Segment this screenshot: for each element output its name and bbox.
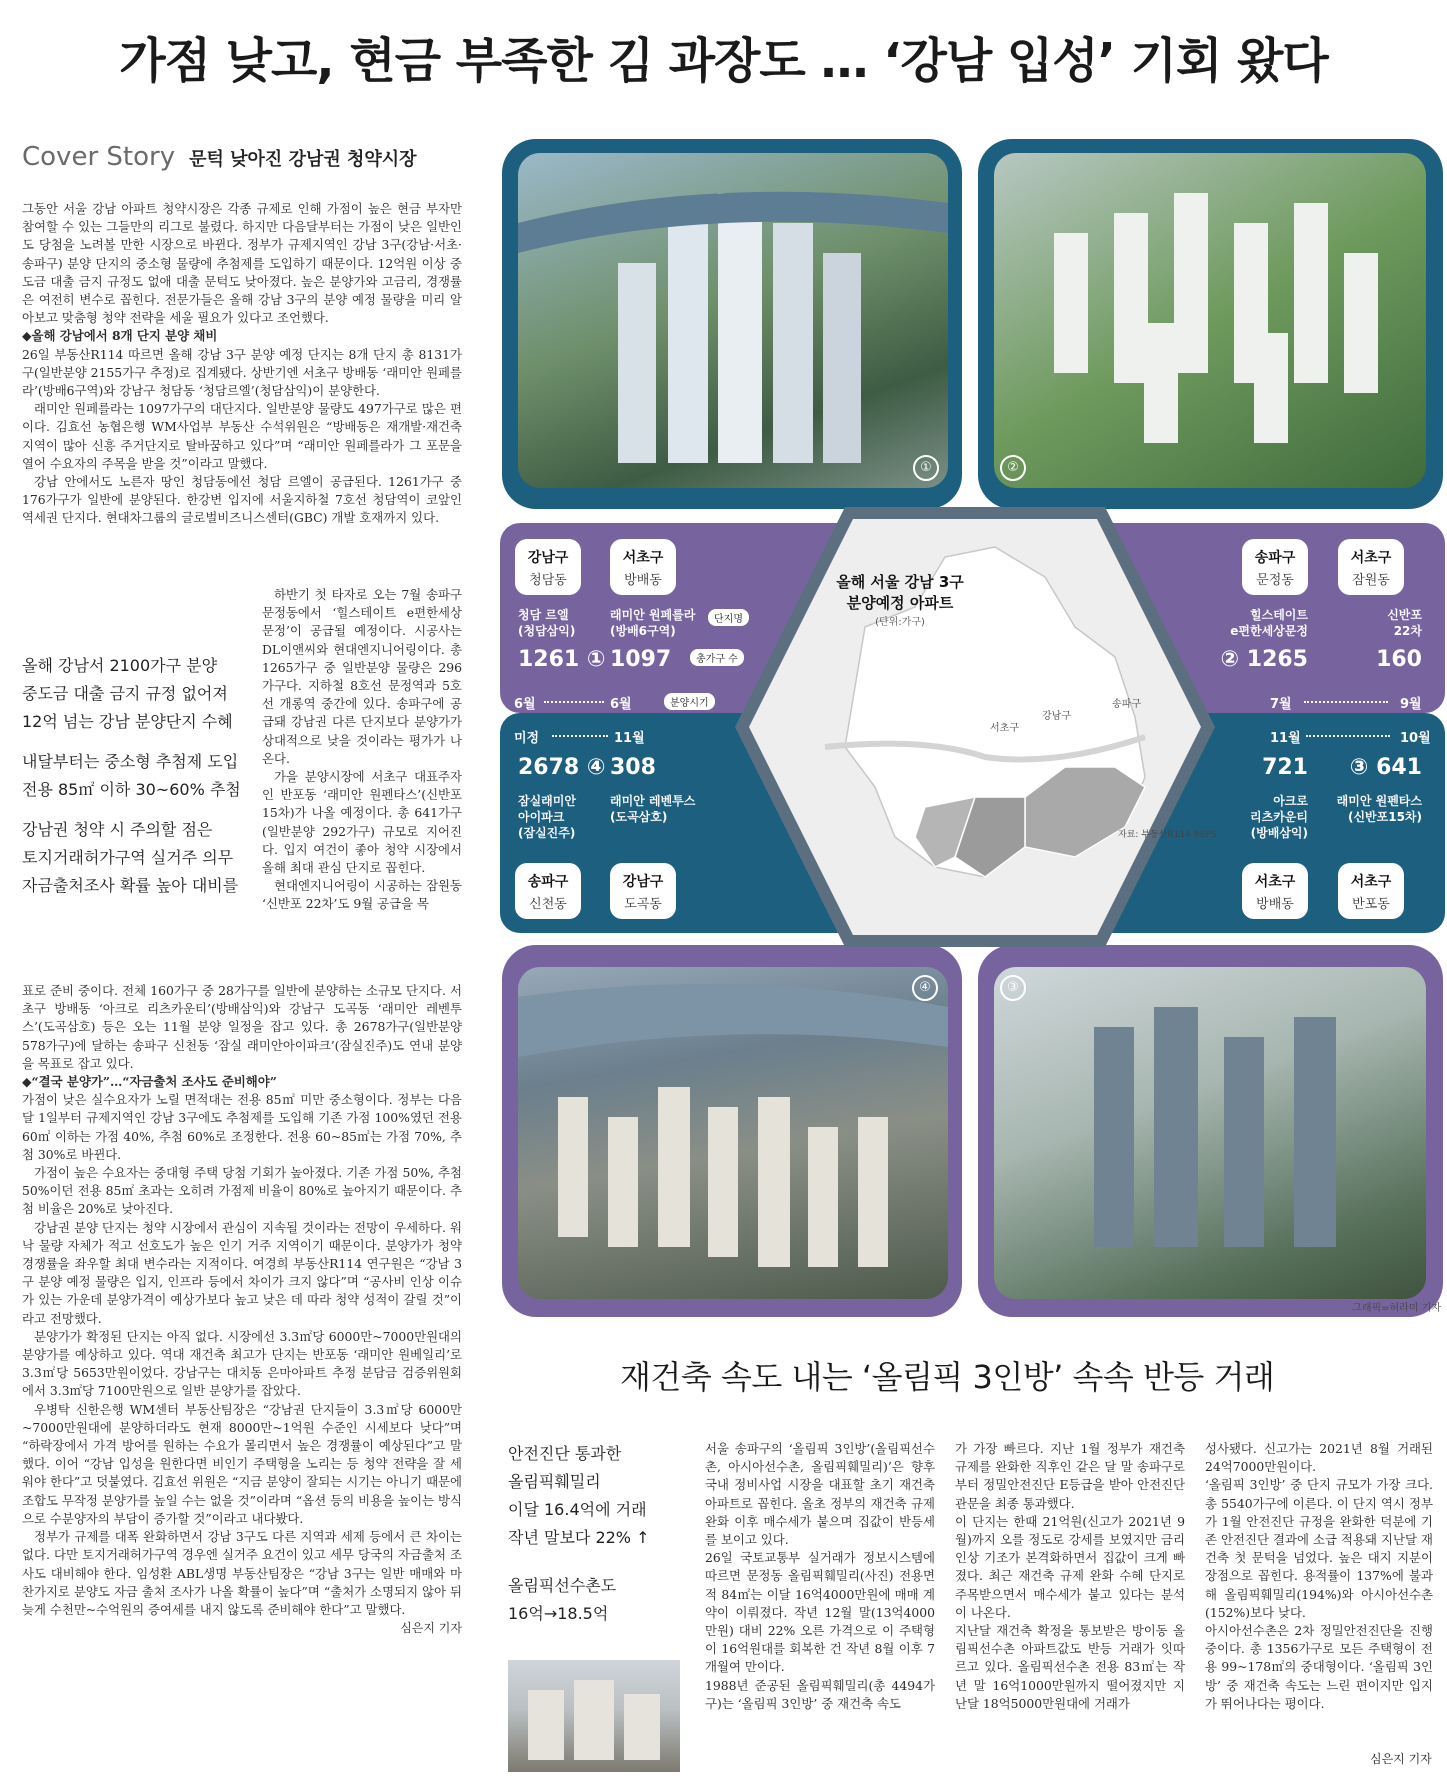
month-label: 11월	[614, 731, 645, 746]
photo-2	[994, 153, 1426, 488]
unit-count: ② 1265	[1220, 647, 1308, 672]
headline: 가점 낮고, 현금 부족한 김 과장도 … ‘강남 입성’ 기회 왔다	[119, 33, 1328, 89]
byline: 심은지 기자	[1370, 1752, 1432, 1766]
legend-name: 단지명	[708, 609, 749, 626]
paragraph: 강남 안에서도 노른자 땅인 청담동에선 청담 르엘이 공급된다. 1261가구 중 176가구가 일반에 분양된다. 한강변 입지에 서울지하철 7호선 청담역이 코앞인 역세권 단지다. 현대차그룹의 글로벌비즈니스센터(GBC) 개발 호재까지 있다.	[22, 474, 462, 526]
photo-3	[994, 967, 1426, 1299]
article-col-c: 성사됐다. 신고가는 2021년 8월 거래된 24억7000만원이다. ‘올림픽 3인방’ 중 단지 규모가 가장 크다. 총 5540가구에 이른다. 이 단지 역시 정부가 1월 안전진단 규정을 완화한 덕분에 기존 안전진단 결과에 소급 적용돼 지난달 재건축 첫 문턱을 넘었다. 높은 대지 지분이 장점으로 꼽힌다. 용적률이 137%에 불과해 올림픽훼밀리(194%)와 아시아선수촌(152%)보다 낮다. 아시아선수촌은 2차 정밀안전진단을 진행 중이다. 총 1356가구로 모든 주택형이 전용 99~178㎡의 중대형이다. ‘올림픽 3인방’ 중 재건축 속도는 느린 편이지만 입지가 뛰어나다는 평이다.	[1205, 1441, 1433, 1711]
paragraph: 강남권 분양 단지는 청약 시장에서 관심이 지속될 것이라는 전망이 우세하다. 워낙 물량 자체가 적고 선호도가 높은 인기 거주 지역이기 때문이다. 분양가가 청약경쟁률을 좌우할 최대 변수라는 지적이다. 여경희 부동산R114 연구원은 “강남 3구 분양 예정 물량은 입지, 인프라 등에서 차이가 크지 않다”며 “공사비 인상 이슈가 있는 가운데 분양가격이 예상가보다 높고 낮은 데 따라 청약 성적이 갈릴 것”이라고 전망했다.	[22, 1219, 462, 1326]
source: 자료: 부동산R114 REPS	[1118, 830, 1217, 840]
legend-count: 총가구 수	[690, 649, 744, 666]
paragraph: 가점이 낮은 실수요자가 노릴 면적대는 전용 85㎡ 미만 중소형이다. 정부는 다음달 1일부터 규제지역인 강남 3구에도 추첨제를 도입해 기존 가점 100%였던 전용 60㎡ 이하는 가점 40%, 추첨 60%로 조정한다. 전용 60~85㎡는 가점 70%, 추첨 30%로 바뀐다.	[22, 1092, 462, 1162]
paragraph: 현대엔지니어링이 시공하는 잠원동 ‘신반포 22차’도 9월 공급을 목	[262, 878, 462, 912]
complex-illustration-2	[994, 153, 1426, 488]
paragraph: 우병탁 신한은행 WM센터 부동산팀장은 “강남권 단지들이 3.3㎡당 6000만~7000만원대에 분양하더라도 현재 8000만~1억원 수준인 시세보다 낮다”며 “하락장에서 가격 방어를 원하는 수요가 몰리면서 높은 경쟁률이 예상된다”고 말했다. 이어 “강남 입성을 원한다면 비인기 주택형을 노리는 등 청약 전략을 잘 세워야 한다”고 덧붙였다. 김효선 위원은 “지금 분양이 잘되는 시기는 아니기 때문에 조합도 무작정 분양가를 높일 수는 없을 것”이라며 “옵션 등의 비용을 높이는 방식으로 수분양자의 부담이 증가할 것”이라고 내다봤다.	[22, 1401, 462, 1526]
paragraph: 표로 준비 중이다. 전체 160가구 중 28가구를 일반에 분양하는 소규모 단지다. 서초구 방배동 ‘아크로 리츠카운티’(방배삼익)와 강남구 도곡동 ‘래미안 레벤투스’(도곡삼호) 등은 오는 11월 분양 일정을 잡고 있다. 총 2678가구(일반분양 578가구)에 달하는 송파구 신천동 ‘잠실 래미안아이파크’(잠실진주)도 연내 분양을 목표로 잡고 있다.	[22, 983, 462, 1071]
map-label-seocho: 서초구	[990, 723, 1019, 734]
photo-number: ③	[1000, 975, 1026, 1001]
center-title: 올해 서울 강남 3구 분양예정 아파트	[836, 573, 964, 612]
pull-line: 12억 넘는 강남 분양단지 수혜	[22, 712, 233, 731]
dong: 방배동	[624, 573, 662, 588]
photo-frame-3	[978, 945, 1443, 1317]
pull-line: 올림픽선수촌도	[508, 1576, 617, 1595]
gu: 강남구	[527, 550, 569, 566]
paragraph: 그동안 서울 강남 아파트 청약시장은 각종 규제로 인해 가점이 높은 현금 부자만 참여할 수 있는 그들만의 리그로 불렸다. 하지만 다음달부터는 가점이 낮은 일반인도 당첨을 노려볼 만한 시장으로 바뀐다. 정부가 규제지역인 강남 3구(강남·서초·송파구) 분양 단지의 중소형 물량에 추첨제를 도입하기 때문이다. 12억원 이상 중도금 대출 금지 규정도 없애 대출 문턱도 낮아졌다. 높은 분양가와 고금리, 경쟁률은 여전히 변수로 꼽힌다. 전문가들은 올해 강남 3구의 분양 예정 물량을 미리 알아보고 맞춤형 청약 전략을 세울 필요가 있다고 조언했다.	[22, 201, 462, 326]
district-card	[610, 539, 676, 595]
gu: 송파구	[527, 874, 569, 890]
pull-line: 이달 16.4억에 거래	[508, 1500, 647, 1519]
district-card	[1242, 539, 1308, 595]
complex-name: 힐스테이트 e편한세상문정	[1230, 608, 1308, 638]
city-illustration-4	[518, 967, 948, 1299]
pull-line: 중도금 대출 금지 규정 없어져	[22, 684, 228, 703]
infographic	[500, 137, 1445, 1317]
district-card	[1338, 539, 1404, 595]
dong: 문정동	[1256, 573, 1294, 588]
dong: 반포동	[1352, 897, 1390, 912]
timeline-dots	[544, 701, 604, 703]
complex-name: 잠실래미안 아이파크 (잠실진주)	[518, 794, 576, 840]
month-label: 6월	[610, 697, 632, 712]
unit-count: 160	[1376, 647, 1422, 672]
unit-count: ③ 641	[1349, 755, 1422, 780]
month-label: 10월	[1400, 731, 1431, 746]
photo-frame-4	[502, 945, 962, 1317]
month-label: 7월	[1270, 697, 1292, 712]
district-card	[610, 863, 676, 919]
complex-name: 래미안 원펜타스 (신반포15차)	[1336, 794, 1422, 824]
kicker	[22, 142, 417, 172]
paragraph: 가을 분양시장에 서초구 대표주자인 반포동 ‘래미안 원펜타스’(신반포15차)가 나올 예정이다. 총 641가구(일반분양 292가구) 규모로 지어진다. 입지 여건이 좋아 청약 시장에서 올해 최대 관심 단지로 꼽힌다.	[262, 769, 462, 876]
section-heading: ◆“결국 분양가”…“자금출처 조사도 준비해야”	[22, 1074, 277, 1090]
center-hexagon	[725, 497, 1225, 957]
unit-count: 308	[610, 755, 656, 780]
paragraph: 26일 부동산R114 따르면 올해 강남 3구 분양 예정 단지는 8개 단지 총 8131가구(일반분양 2155가구 추정)로 집계됐다. 상반기엔 서초구 방배동 ‘래미안 원페를라’(방배6구역)와 강남구 청담동 ‘청담르엘’(청담삼익)이 분양한다.	[22, 346, 462, 399]
pull-line: 16억→18.5억	[508, 1604, 609, 1623]
legend-period: 분양시기	[664, 693, 715, 710]
gu: 서초구	[1350, 550, 1392, 566]
unit-count: 1261 ①	[518, 647, 606, 672]
complex-name: 아크로 리츠카운티 (방배삼익)	[1250, 794, 1308, 840]
article-col-b: 가 가장 빠르다. 지난 1월 정부가 재건축 규제를 완화한 직후인 같은 달 말 송파구로부터 정밀안전진단 E등급을 받아 안전진단 관문을 최종 통과했다. 이 단지는 한때 21억원(신고가 2021년 9월)까지 오를 정도로 강세를 보였지만 금리 인상 기조가 본격화하면서 집값이 크게 빠졌다. 최근 재건축 규제 완화 수혜 단지로 주목받으면서 매수세가 붙고 있다는 분석이 나온다. 지난달 재건축 확정을 통보받은 방이동 올림픽선수촌 아파트값도 반등 거래가 잇따르고 있다. 올림픽선수촌 전용 83㎡는 작년 말 16억1000만원까지 떨어졌지만 지난달 18억5000만원대에 거래가	[955, 1441, 1185, 1711]
complex-name: 래미안 원페를라 (방배6구역)	[610, 608, 696, 638]
apartment-illustration	[508, 1660, 680, 1772]
pull-line: 올해 강남서 2100가구 분양	[22, 656, 218, 675]
gu: 서초구	[1350, 874, 1392, 890]
complex-name: 청담 르엘 (청담삼익)	[518, 608, 576, 638]
month-label: 9월	[1400, 697, 1422, 712]
unit-count: 2678 ④	[518, 755, 606, 780]
photo-1	[518, 153, 948, 488]
photo-frame-1	[502, 139, 962, 509]
byline: 심은지 기자	[400, 1621, 462, 1636]
dong: 청담동	[529, 573, 567, 588]
dong: 방배동	[1256, 897, 1294, 912]
body-bottom	[22, 982, 462, 1637]
photo-number: ④	[912, 975, 938, 1001]
photo-4	[518, 967, 948, 1299]
kicker-sub: 문턱 낮아진 강남권 청약시장	[189, 149, 417, 170]
gu: 강남구	[622, 874, 664, 890]
photo-number: ①	[913, 455, 939, 481]
month-label: 11월	[1270, 731, 1301, 746]
pull-line: 올림픽훼밀리	[508, 1472, 601, 1491]
map-label-gangnam: 강남구	[1042, 711, 1071, 722]
paragraph: 하반기 첫 타자로 오는 7월 송파구 문정동에서 ‘힐스테이트 e편한세상 문정’이 공급될 예정이다. 시공사는 DL이앤씨와 현대엔지니어링이다. 총 1265가구 중 일반분양 물량은 296가구다. 지하철 8호선 문정역과 5호선 개롱역 중간에 있다. 송파구에 공급돼 강남권 다른 단지보다 분양가가 상대적으로 낮을 것이라는 평가가 나온다.	[262, 587, 462, 766]
paragraph: 가점이 높은 수요자는 중대형 주택 당첨 기회가 높아졌다. 기존 가점 50%, 추첨 50%이던 전용 85㎡ 초과는 오히려 가점제 비율이 80%로 높아지기 때문이다. 추첨 비율은 20%로 낮아진다.	[22, 1165, 462, 1217]
apartment-photo	[508, 1660, 680, 1772]
gu: 서초구	[1254, 874, 1296, 890]
month-label: 6월	[514, 697, 536, 712]
paragraph: 래미안 원페를라는 1097가구의 대단지다. 일반분양 물량도 497가구로 많은 편이다. 김효선 농협은행 WM사업부 부동산 수석위원은 “방배동은 재개발·재건축 지역이 많아 신흥 주거단지로 탈바꿈하고 있다”며 “래미안 원페를라가 그 포문을 열어 수요자의 주목을 받을 것”이라고 말했다.	[22, 401, 462, 471]
unit-count: 721	[1262, 755, 1308, 780]
complex-name: 신반포 22차	[1387, 608, 1422, 638]
pull-quotes	[22, 652, 247, 900]
gu: 송파구	[1254, 550, 1296, 566]
sub-headline: 재건축 속도 내는 ‘올림픽 3인방’ 속속 반등 거래	[620, 1358, 1275, 1396]
dong: 신천동	[529, 897, 567, 912]
photo-number: ②	[1000, 455, 1026, 481]
pull-line: 강남권 청약 시 주의할 점은	[22, 820, 213, 839]
timeline-dots	[552, 735, 608, 737]
map-label-songpa: 송파구	[1112, 699, 1141, 710]
section-heading: ◆올해 강남에서 8개 단지 분양 채비	[22, 328, 218, 344]
timeline-dots	[1304, 701, 1388, 703]
gu: 서초구	[622, 550, 664, 566]
complex-name: 래미안 레벤투스 (도곡삼호)	[610, 794, 696, 824]
district-card	[1338, 863, 1404, 919]
paragraph: 분양가가 확정된 단지는 아직 없다. 시장에선 3.3㎡당 6000만~7000만원대의 분양가를 예상하고 있다. 역대 재건축 최고가 단지는 반포동 ‘래미안 원베일리’로 3.3㎡당 5653만원이었다. 강남구는 대치동 은마아파트 추정 분담금 검증위원회에서 3.3㎡당 7100만원으로 일반 분양가를 잡았다.	[22, 1328, 462, 1399]
paragraph: 정부가 규제를 대폭 완화하면서 강남 3구도 다른 지역과 세제 등에서 큰 차이는 없다. 다만 토지거래허가구역 경우엔 실거주 요건이 있고 세무 당국의 자금출처 조사도 대비해야 한다. 임성환 ABL생명 부동산팀장은 “강남 3구는 일반 매매와 마찬가지로 분양도 자금 출처 조사가 나올 확률이 높다”며 “출처가 소명되지 않아 뒤늦게 수천만~수억원의 증여세를 내지 않도록 준비해야 한다”고 말했다.	[22, 1529, 462, 1617]
body-mid	[262, 586, 462, 914]
pull-line: 작년 말보다 22% ↑	[508, 1528, 650, 1547]
district-card	[515, 539, 581, 595]
district-card	[515, 863, 581, 919]
article-col-a: 서울 송파구의 ‘올림픽 3인방’(올림픽선수촌, 아시아선수촌, 올림픽훼밀리)’은 향후 국내 정비사업 시장을 대표할 초기 재건축 아파트로 꼽힌다. 올초 정부의 재건축 규제 완화 이후 매수세가 붙으며 집값이 반등세를 보이고 있다. 26일 국토교통부 실거래가 정보시스템에 따르면 문정동 올림픽훼밀리(사진) 전용면적 84㎡는 이달 16억4000만원에 매매 계약이 이뤄졌다. 작년 12월 말(13억4000만원) 대비 22% 오른 가격으로 이 주택형이 16억원대를 회복한 건 작년 8월 이후 7개월여 만이다. 1988년 준공된 올림픽훼밀리(총 4494가구)는 ‘올림픽 3인방’ 중 재건축 속도	[705, 1441, 935, 1711]
unit-count: 1097	[610, 647, 672, 672]
kicker-label: Cover Story	[22, 142, 176, 172]
pull-line: 전용 85㎡ 이하 30~60% 추첨	[22, 780, 241, 799]
dong: 잠원동	[1352, 573, 1390, 588]
center-unit: (단위:가구)	[875, 617, 925, 628]
timeline-dots	[1306, 735, 1390, 737]
tower-illustration-1	[518, 153, 948, 488]
month-label: 미정	[514, 731, 540, 746]
pull-line: 토지거래허가구역 실거주 의무	[22, 848, 234, 867]
pull-line: 자금출처조사 확률 높아 대비를	[22, 876, 239, 895]
side-pull	[508, 1440, 678, 1628]
dong: 도곡동	[624, 897, 662, 912]
graphic-credit: 그래픽=허라미 기자	[1352, 1303, 1441, 1314]
district-card	[1242, 863, 1308, 919]
photo-frame-2	[978, 139, 1443, 509]
tower-illustration-3	[994, 967, 1426, 1299]
body-top	[22, 200, 462, 528]
pull-line: 내달부터는 중소형 추첨제 도입	[22, 752, 239, 771]
pull-line: 안전진단 통과한	[508, 1444, 622, 1463]
